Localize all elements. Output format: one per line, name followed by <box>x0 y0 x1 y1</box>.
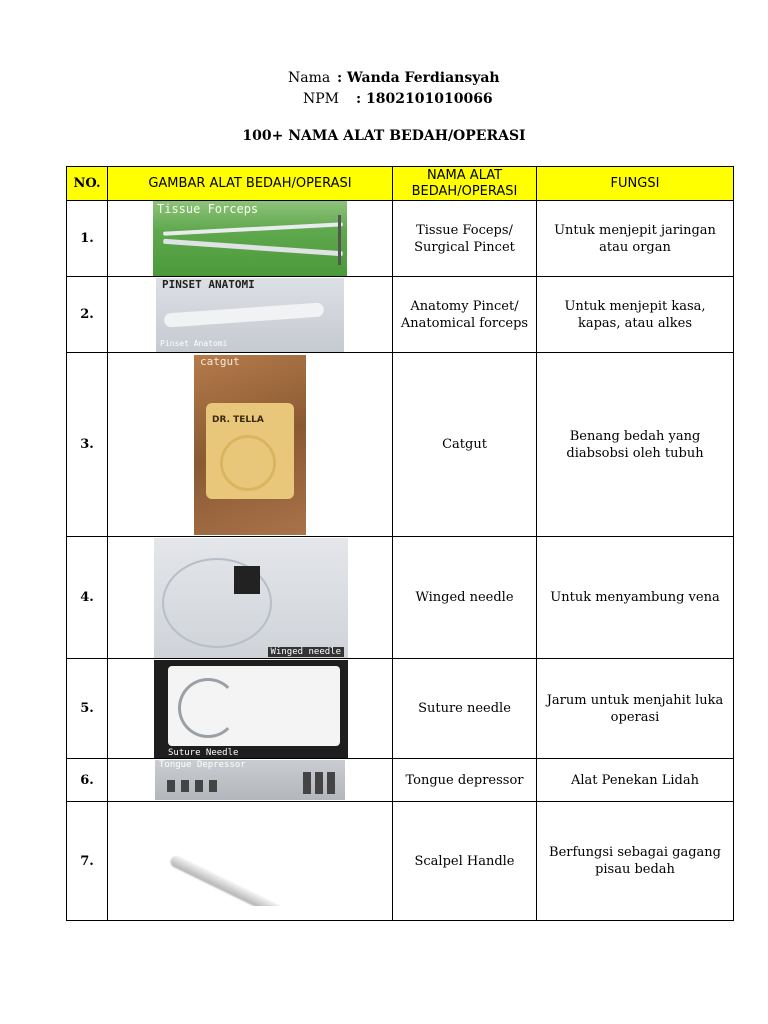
image-caption: Suture Needle <box>168 747 239 758</box>
table-row <box>67 802 734 921</box>
suture-needle-image <box>154 660 348 758</box>
table-row <box>67 759 734 802</box>
table-header-row <box>67 167 734 201</box>
header-no: NO. <box>67 167 108 201</box>
instrument-name: Scalpel Handle <box>393 802 537 921</box>
instrument-name: Tissue Foceps/ Surgical Pincet <box>393 201 537 277</box>
winged-needle-image <box>154 538 348 658</box>
header-fungsi: FUNGSI <box>537 167 734 201</box>
row-number: 7. <box>67 802 108 921</box>
header-gambar: GAMBAR ALAT BEDAH/OPERASI <box>108 167 393 201</box>
tongue-depressor-image <box>155 760 345 800</box>
image-caption: Tongue Depressor <box>159 760 246 770</box>
instrument-image-cell <box>108 659 393 759</box>
row-number: 3. <box>67 353 108 537</box>
header-nama: NAMA ALAT BEDAH/OPERASI <box>393 167 537 201</box>
table-row <box>67 537 734 659</box>
instrument-function: Untuk menjepit jaringan atau organ <box>537 201 734 277</box>
instrument-image-cell <box>108 353 393 537</box>
instrument-name: Anatomy Pincet/ Anatomical forceps <box>393 277 537 353</box>
image-brand: DR. TELLA <box>212 414 264 425</box>
image-caption: catgut <box>200 354 240 368</box>
instrument-function: Untuk menjepit kasa, kapas, atau alkes <box>537 277 734 353</box>
name-value: : Wanda Ferdiansyah <box>337 70 500 86</box>
image-subcaption: Pinset Anatomi <box>160 338 228 348</box>
instrument-function: Jarum untuk menjahit luka operasi <box>537 659 734 759</box>
row-number: 1. <box>67 201 108 277</box>
catgut-image <box>194 355 306 535</box>
instrument-name: Catgut <box>393 353 537 537</box>
instrument-function: Berfungsi sebagai gagang pisau bedah <box>537 802 734 921</box>
document-title: 100+ NAMA ALAT BEDAH/OPERASI <box>242 128 526 144</box>
instrument-image-cell <box>108 537 393 659</box>
instrument-image-cell <box>108 759 393 802</box>
instrument-image-cell <box>108 277 393 353</box>
instrument-function: Alat Penekan Lidah <box>537 759 734 802</box>
table-row <box>67 659 734 759</box>
instrument-name: Suture needle <box>393 659 537 759</box>
row-number: 5. <box>67 659 108 759</box>
name-label: Nama <box>288 70 331 86</box>
instrument-name: Tongue depressor <box>393 759 537 802</box>
table-row <box>67 353 734 537</box>
anatomy-pincet-image <box>156 278 344 352</box>
row-number: 6. <box>67 759 108 802</box>
image-caption: PINSET ANATOMI <box>162 277 255 291</box>
row-number: 4. <box>67 537 108 659</box>
instrument-function: Benang bedah yang diabsobsi oleh tubuh <box>537 353 734 537</box>
image-caption: Winged needle <box>268 647 344 657</box>
instrument-image-cell <box>108 201 393 277</box>
instrument-image-cell <box>108 802 393 921</box>
scalpel-handle-image <box>168 816 338 906</box>
instrument-function: Untuk menyambung vena <box>537 537 734 659</box>
tissue-forceps-image <box>153 201 347 276</box>
instrument-table <box>66 166 734 921</box>
instrument-name: Winged needle <box>393 537 537 659</box>
table-row <box>67 201 734 277</box>
image-caption: Tissue Forceps <box>157 202 259 216</box>
npm-value: : 1802101010066 <box>356 91 493 107</box>
row-number: 2. <box>67 277 108 353</box>
npm-label: NPM <box>303 91 340 107</box>
table-row <box>67 277 734 353</box>
